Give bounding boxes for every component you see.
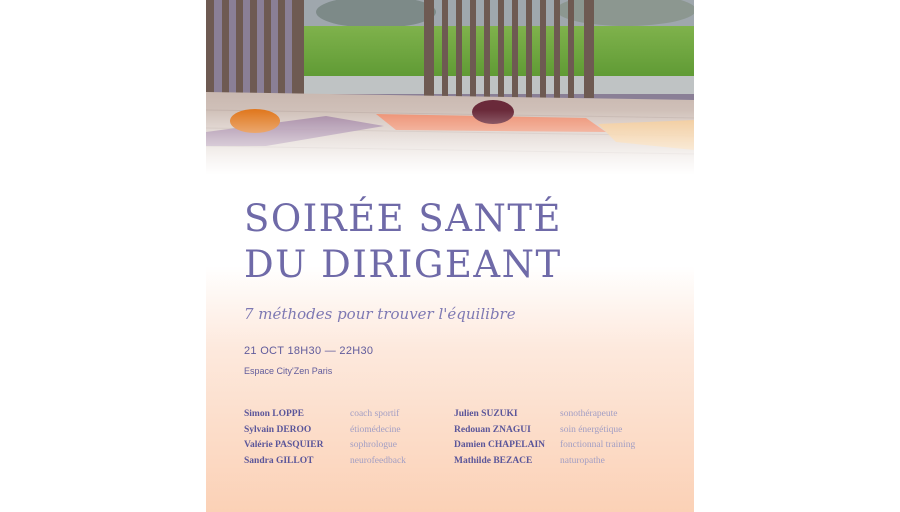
event-poster [206, 0, 694, 512]
speaker-row [454, 423, 635, 439]
speaker-name: Mathilde BEZACE [454, 455, 533, 466]
speaker-row [244, 454, 406, 470]
speaker-role: sonothérapeute [560, 409, 618, 419]
speaker-row [244, 423, 406, 439]
title-line-1: SOIRÉE SANTÉ [244, 197, 563, 240]
speaker-name: Valérie PASQUIER [244, 440, 324, 450]
event-title [244, 196, 562, 288]
speaker-row [454, 438, 635, 454]
speaker-role: coach sportif [350, 409, 400, 419]
speaker-row [454, 454, 635, 470]
event-datetime: 21 OCT 18H30 — 22H30 [244, 345, 374, 357]
speaker-name: Damien CHAPELAIN [454, 440, 546, 450]
speakers-list-left [244, 407, 406, 469]
speaker-role: soin énergétique [560, 424, 623, 435]
speaker-name: Julien SUZUKI [454, 409, 518, 419]
speaker-name: Redouan ZNAGUI [454, 424, 531, 435]
speaker-role: fonctionnal training [560, 440, 636, 450]
speaker-row [244, 407, 406, 423]
speaker-row [454, 407, 635, 423]
speaker-role: sophrologue [350, 440, 397, 450]
speaker-role: neurofeedback [350, 455, 406, 466]
yoga-room-photo [206, 0, 694, 175]
event-venue: Espace City'Zen Paris [244, 366, 333, 376]
speaker-name: Sylvain DEROO [244, 424, 312, 435]
speaker-role: naturopathe [560, 455, 605, 466]
speaker-role: étiomédecine [350, 424, 401, 435]
event-subtitle: 7 méthodes pour trouver l'équilibre [244, 305, 516, 323]
speaker-name: Simon LOPPE [244, 409, 304, 419]
speaker-name: Sandra GILLOT [244, 455, 314, 466]
speakers-list-right [454, 407, 635, 469]
title-line-2: DU DIRIGEANT [244, 243, 562, 286]
speaker-row [244, 438, 406, 454]
